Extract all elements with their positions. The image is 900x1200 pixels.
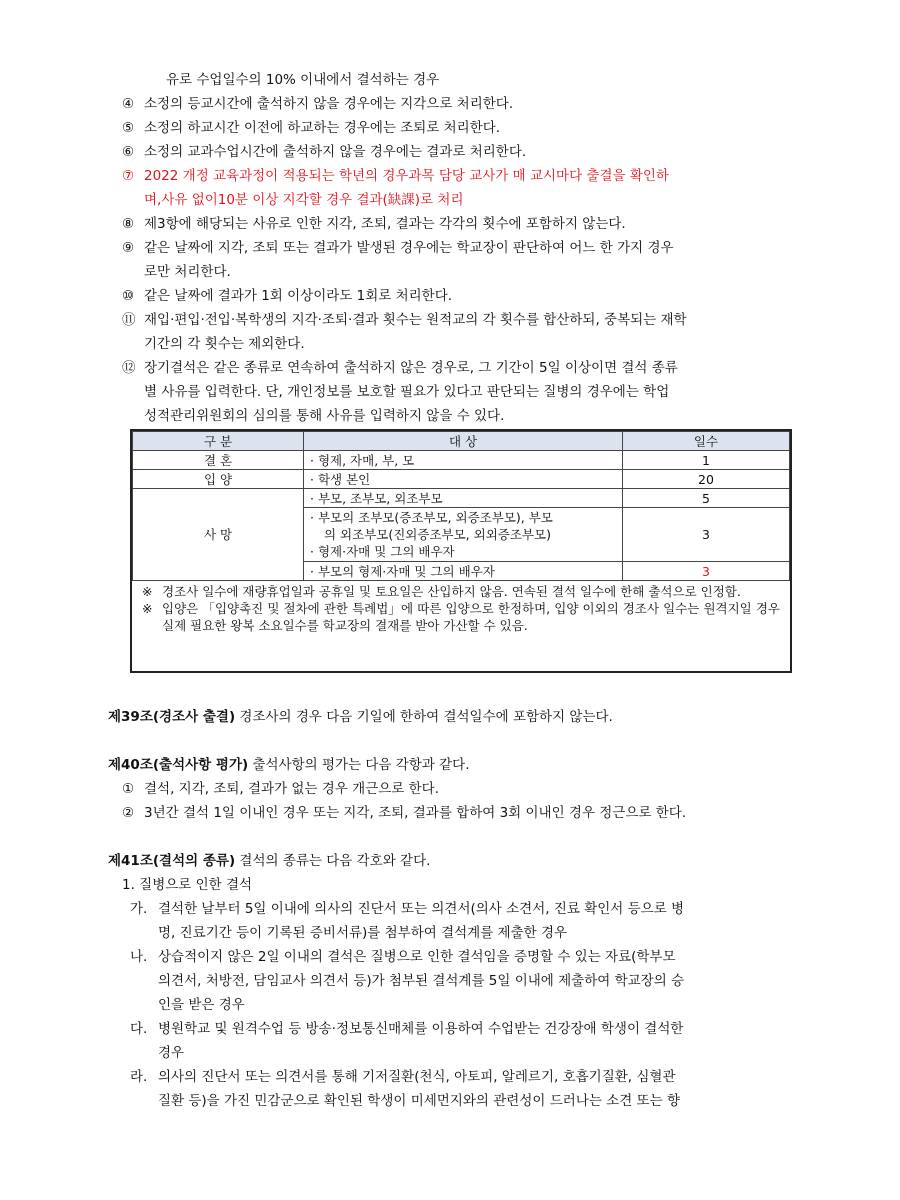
- item-text: 명, 진료기간 등이 기록된 증비서류)를 첨부하여 결석계를 제출한 경우: [158, 925, 568, 941]
- header-target: 대 상: [304, 432, 623, 451]
- row-target: · 형제, 자매, 부, 모: [304, 451, 623, 470]
- table-row: [133, 470, 790, 489]
- rule-number: ⑦: [122, 168, 135, 184]
- item-text: 결석, 지각, 조퇴, 결과가 없는 경우 개근으로 한다.: [144, 781, 439, 797]
- article-41-text: 결석의 종류는 다음 각호와 같다.: [235, 853, 431, 869]
- row-category: 입 양: [133, 470, 304, 489]
- table-notes: [132, 581, 790, 634]
- item-text: 3년간 결석 1일 이내인 경우 또는 지각, 조퇴, 결과를 합하여 3회 이내인 경우 정근으로 한다.: [144, 805, 687, 821]
- rule-text: 소정의 등교시간에 출석하지 않을 경우에는 지각으로 처리한다.: [144, 96, 514, 112]
- rule-text: 소정의 하교시간 이전에 하교하는 경우에는 조퇴로 처리한다.: [144, 120, 501, 136]
- row-days: 3: [623, 562, 790, 581]
- note-text: 입양은 「입양촉진 및 절차에 관한 특례법」에 따른 입양으로 한정하며, 입양 이외의 경조사 일수는 원격지일 경우 실제 필요한 왕복 소요일수를 학교장의 결재를 받아 가산할 수 있음.: [162, 601, 780, 633]
- rule-number: ⑤: [122, 120, 135, 136]
- article-39-text: 경조사의 경우 다음 기일에 한하여 결석일수에 포함하지 않는다.: [235, 709, 613, 725]
- article-41-sub: 1. 질병으로 인한 결석: [122, 877, 253, 893]
- rule-line: [122, 94, 513, 114]
- note-text: 경조사 일수에 재량휴업일과 공휴일 및 토요일은 산입하지 않음. 연속된 결석 일수에 한해 출석으로 인정함.: [162, 584, 741, 599]
- note-mark: ※: [142, 601, 153, 616]
- rule-line: [144, 406, 504, 426]
- rule-line: [122, 358, 678, 378]
- article-40: [108, 755, 470, 775]
- item-number: ②: [122, 805, 135, 821]
- rule-line: [122, 238, 674, 258]
- article-41-item-line: [158, 923, 567, 943]
- article-40-text: 출석사항의 평가는 다음 각항과 같다.: [248, 757, 470, 773]
- intro-line: 유로 수업일수의 10% 이내에서 결석하는 경우: [166, 72, 440, 88]
- rule-number: ⑫: [122, 360, 136, 376]
- row-target: · 부모, 조부모, 외조부모: [304, 489, 623, 508]
- condolence-table: [130, 429, 792, 673]
- article-41: [108, 851, 430, 871]
- rule-number: ⑧: [122, 216, 135, 232]
- table-note: [142, 583, 780, 600]
- rule-text: 며,사유 없이10분 이상 지각할 경우 결과(缺課)로 처리: [144, 192, 464, 208]
- rule-text: 별 사유를 입력한다. 단, 개인정보를 보호할 필요가 있다고 판단되는 질병의 경우에는 학업: [144, 384, 670, 400]
- row-days: 5: [623, 489, 790, 508]
- rule-line: [122, 142, 526, 162]
- rule-line: [144, 382, 669, 402]
- header-days: 일수: [623, 432, 790, 451]
- table-note: [142, 600, 780, 634]
- row-target: [304, 508, 623, 562]
- item-mark: 라.: [130, 1069, 148, 1085]
- header-category: 구 분: [133, 432, 304, 451]
- row-category: 사 망: [133, 489, 304, 581]
- rule-number: ⑪: [122, 312, 136, 328]
- row-target-line: · 부모의 조부모(증조부모, 외증조부모), 부모: [310, 510, 553, 525]
- rule-line: [144, 262, 231, 282]
- row-days: 3: [623, 508, 790, 562]
- rule-line: [122, 310, 687, 330]
- article-41-item-line: [130, 947, 676, 967]
- row-target-line: 의 외조부모(진외증조부모, 외외증조부모): [324, 527, 551, 542]
- item-text: 결석한 날부터 5일 이내에 의사의 진단서 또는 의견서(의사 소견서, 진료 확인서 등으로 병: [158, 901, 685, 917]
- rule-text: 소정의 교과수업시간에 출석하지 않을 경우에는 결과로 처리한다.: [144, 144, 527, 160]
- article-41-title: 제41조(결석의 종류): [108, 853, 236, 869]
- article-40-item: [122, 779, 439, 799]
- article-41-item-line: [158, 995, 245, 1015]
- table-row: [133, 489, 790, 508]
- item-text: 인을 받은 경우: [158, 997, 245, 1013]
- note-mark: ※: [142, 584, 153, 599]
- row-target: · 부모의 형제·자매 및 그의 배우자: [304, 562, 623, 581]
- article-41-item-line: [130, 899, 684, 919]
- item-mark: 가.: [130, 901, 148, 917]
- rule-line: [144, 334, 305, 354]
- rule-text: 기간의 각 횟수는 제외한다.: [144, 336, 305, 352]
- rule-text: 2022 개정 교육과정이 적용되는 학년의 경우과목 담당 교사가 매 교시마다 출결을 확인하: [144, 168, 669, 184]
- rule-text: 제3항에 해당되는 사유로 인한 지각, 조퇴, 결과는 각각의 횟수에 포함하지 않는다.: [144, 216, 626, 232]
- rule-text: 로만 처리한다.: [144, 264, 231, 280]
- article-39-title: 제39조(경조사 출결): [108, 709, 236, 725]
- item-text: 의견서, 처방전, 담임교사 의견서 등)가 첨부된 결석계를 5일 이내에 제출하여 학교장의 승: [158, 973, 685, 989]
- article-41-item-line: [158, 971, 684, 991]
- article-39: [108, 707, 613, 727]
- item-mark: 나.: [130, 949, 148, 965]
- rule-line: [144, 190, 464, 210]
- row-days: 1: [623, 451, 790, 470]
- item-text: 상습적이지 않은 2일 이내의 결석은 질병으로 인한 결석임을 증명할 수 있는 자료(학부모: [158, 949, 676, 965]
- item-mark: 다.: [130, 1021, 148, 1037]
- item-text: 경우: [158, 1045, 185, 1061]
- article-41-item-line: [158, 1043, 184, 1063]
- rule-line: [122, 286, 452, 306]
- item-text: 질환 등)을 가진 민감군으로 확인된 학생이 미세먼지와의 관련성이 드러나는 소견 또는 향: [158, 1093, 680, 1109]
- item-number: ①: [122, 781, 135, 797]
- rule-number: ⑥: [122, 144, 135, 160]
- rule-number: ⑨: [122, 240, 135, 256]
- rule-line: [122, 118, 500, 138]
- rule-text: 같은 날짜에 지각, 조퇴 또는 결과가 발생된 경우에는 학교장이 판단하여 어느 한 가지 경우: [144, 240, 674, 256]
- rule-text: 성적관리위원회의 심의를 통해 사유를 입력하지 않을 수 있다.: [144, 408, 505, 424]
- article-41-item-line: [130, 1019, 683, 1039]
- article-41-item-line: [158, 1091, 680, 1111]
- rule-number: ⑩: [122, 288, 135, 304]
- rule-line: [122, 166, 669, 186]
- rule-line: [122, 214, 626, 234]
- row-target-line: · 형제·자매 및 그의 배우자: [310, 544, 455, 559]
- rule-number: ④: [122, 96, 135, 112]
- article-40-item: [122, 803, 686, 823]
- table-row: [133, 451, 790, 470]
- item-text: 병원학교 및 원격수업 등 방송·정보통신매체를 이용하여 수업받는 건강장애 학생이 결석한: [158, 1021, 684, 1037]
- row-target: · 학생 본인: [304, 470, 623, 489]
- row-category: 결 혼: [133, 451, 304, 470]
- article-40-title: 제40조(출석사항 평가): [108, 757, 249, 773]
- article-41-item-line: [130, 1067, 676, 1087]
- rule-text: 재입·편입·전입·복학생의 지각·조퇴·결과 횟수는 원적교의 각 횟수를 합산하되, 중복되는 재학: [144, 312, 687, 328]
- rule-text: 장기결석은 같은 종류로 연속하여 출석하지 않은 경우로, 그 기간이 5일 이상이면 결석 종류: [144, 360, 678, 376]
- item-text: 의사의 진단서 또는 의견서를 통해 기저질환(천식, 아토피, 알레르기, 호흡기질환, 심혈관: [158, 1069, 676, 1085]
- rule-text: 같은 날짜에 결과가 1회 이상이라도 1회로 처리한다.: [144, 288, 453, 304]
- row-days: 20: [623, 470, 790, 489]
